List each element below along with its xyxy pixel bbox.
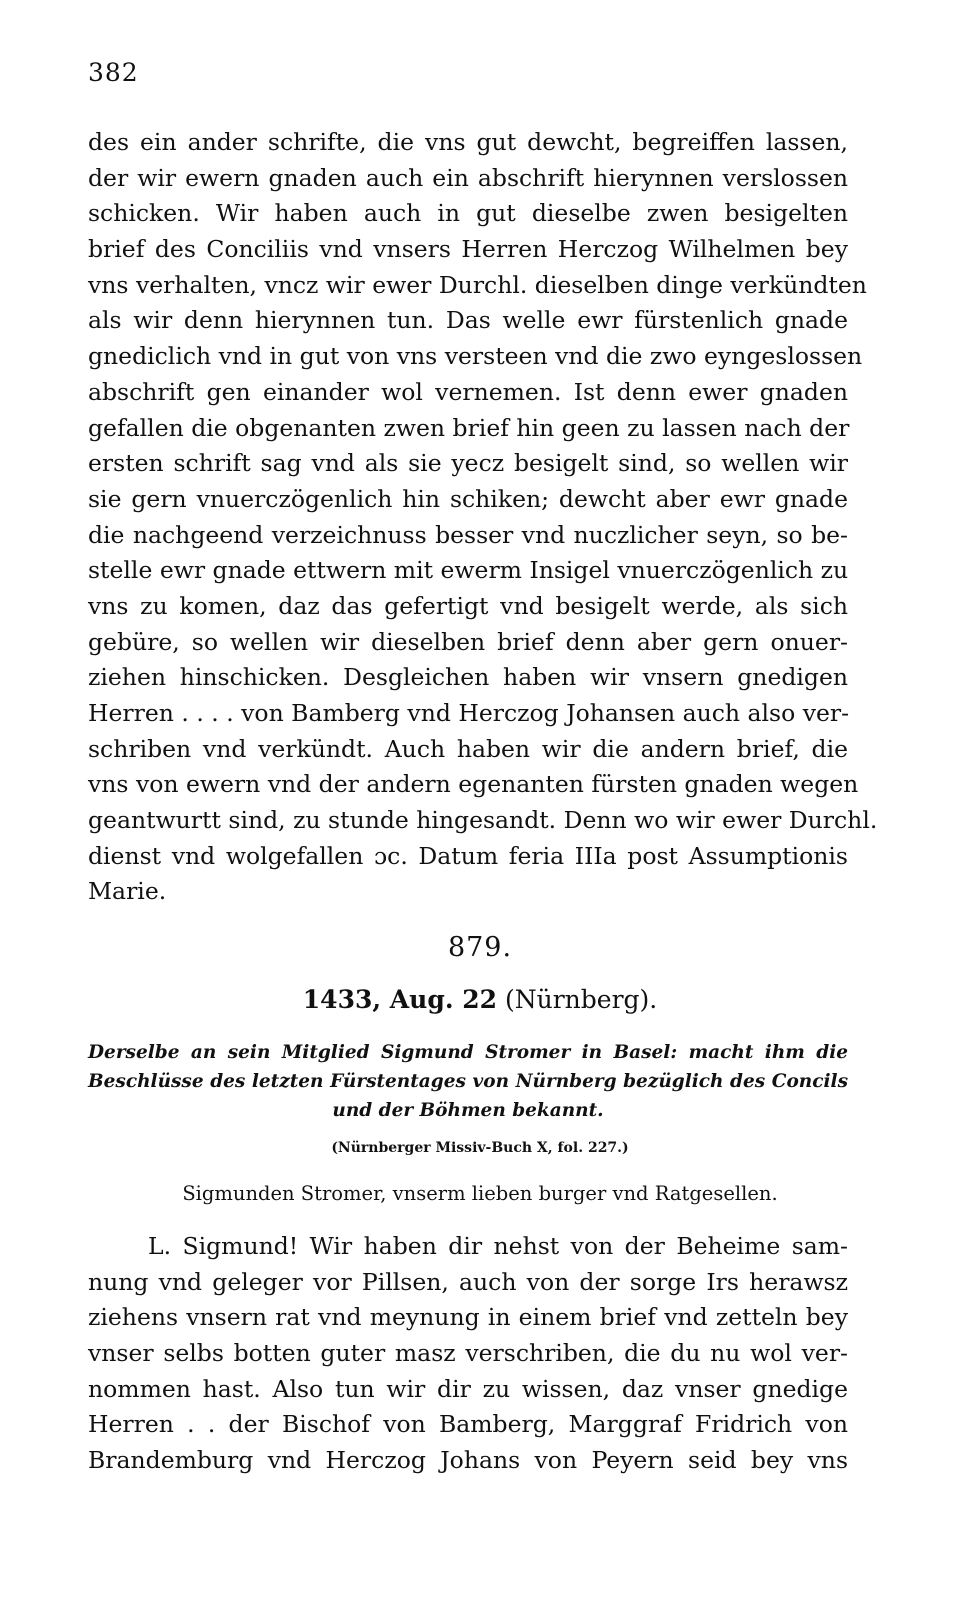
summary-line: Beschlüsse des letzten Fürstentages von Nürnberg bezüglich des Concils xyxy=(88,1071,848,1092)
text-line: nommen hast. Also tun wir dir zu wissen, daz vnser gnedige xyxy=(88,1374,848,1403)
summary-line: Derselbe an sein Mitglied Sigmund Stromer in Basel: macht ihm die xyxy=(88,1042,848,1063)
text-line: gebüre, so wellen wir dieselben brief denn aber gern onuer- xyxy=(88,627,848,656)
document-number: 879. xyxy=(447,932,513,963)
text-line: der wir ewern gnaden auch ein abschrift hierynnen verslossen xyxy=(88,163,848,192)
text-line: nung vnd geleger vor Pillsen, auch von der sorge Irs herawsz xyxy=(88,1267,848,1296)
text-line: vns von ewern vnd der andern egenanten fürsten gnaden wegen xyxy=(88,770,859,799)
text-line: stelle ewr gnade ettwern mit ewerm Insigel vnuerczögenlich zu xyxy=(88,556,849,585)
document-place: (Nürnberg). xyxy=(504,985,658,1014)
text-line: brief des Conciliis vnd vnsers Herren Herczog Wilhelmen bey xyxy=(88,235,848,264)
document-date-heading xyxy=(0,985,960,1014)
text-line: abschrift gen einander wol vernemen. Ist denn ewer gnaden xyxy=(88,377,848,406)
text-line: Herren . . . . von Bamberg vnd Herczog Johansen auch also ver- xyxy=(88,699,850,727)
text-line: schicken. Wir haben auch in gut dieselbe zwen besigelten xyxy=(88,199,848,228)
source-reference: (Nürnberger Missiv-Buch X, fol. 227.) xyxy=(331,1140,629,1156)
text-line: schriben vnd verkündt. Auch haben wir die andern brief, die xyxy=(88,734,848,763)
text-line: gefallen die obgenanten zwen brief hin geen zu lassen nach der xyxy=(88,413,850,442)
document-summary xyxy=(88,1038,848,1125)
text-line: die nachgeend verzeichnuss besser vnd nuczlicher seyn, so be- xyxy=(88,520,848,549)
text-line: dienst vnd wolgefallen ɔc. Datum feria IIIa post Assumptionis xyxy=(88,841,848,870)
continued-letter-text xyxy=(88,125,878,910)
letter-address: Sigmunden Stromer, vnserm lieben burger vnd Ratgesellen. xyxy=(182,1182,778,1205)
text-line: als wir denn hierynnen tun. Das welle ewr fürstenlich gnade xyxy=(88,306,848,335)
text-line: geantwurtt sind, zu stunde hingesandt. Denn wo wir ewer Durchl. xyxy=(88,806,878,835)
summary-line: und der Böhmen bekannt. xyxy=(332,1100,604,1121)
text-line: vns verhalten, vncz wir ewer Durchl. dieselben dinge verkündten xyxy=(88,270,867,299)
text-line: ziehens vnsern rat vnd meynung in einem brief vnd zetteln bey xyxy=(88,1303,848,1332)
text-line: vns zu komen, daz das gefertigt vnd besigelt werde, als sich xyxy=(88,591,848,620)
text-line: ersten schrift sag vnd als sie yecz besigelt sind, so wellen wir xyxy=(88,449,848,478)
text-line: Herren . . der Bischof von Bamberg, Marggraf Fridrich von xyxy=(88,1410,848,1439)
text-line: des ein ander schrifte, die vns gut dewcht, begreiffen lassen, xyxy=(88,128,848,156)
page-number: 382 xyxy=(88,58,139,87)
text-line: gnediclich vnd in gut von vns versteen vnd die zwo eyngeslossen xyxy=(88,342,863,371)
letter-body xyxy=(88,1229,848,1479)
text-line: ziehen hinschicken. Desgleichen haben wir vnsern gnedigen xyxy=(88,663,848,692)
text-line: Brandemburg vnd Herczog Johans von Peyern seid bey vns xyxy=(88,1446,848,1475)
text-line: L. Sigmund! Wir haben dir nehst von der Beheime sam- xyxy=(148,1232,848,1260)
text-line: vnser selbs botten guter masz verschriben, die du nu wol ver- xyxy=(88,1339,848,1368)
text-line: Marie. xyxy=(88,877,167,906)
text-line: sie gern vnuerczögenlich hin schiken; dewcht aber ewr gnade xyxy=(88,484,848,513)
document-date: 1433, Aug. 22 xyxy=(302,985,498,1014)
